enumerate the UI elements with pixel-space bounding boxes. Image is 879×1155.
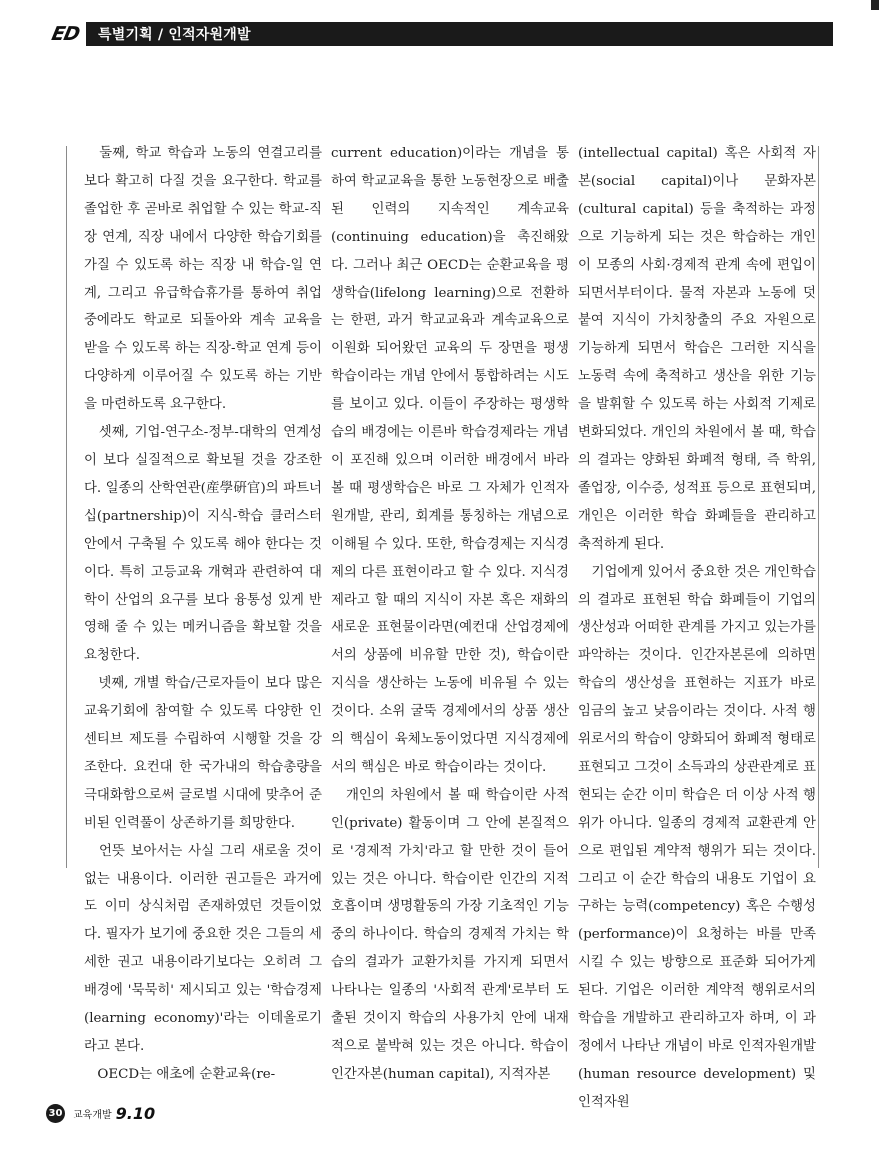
issue-number: 9.10 [115, 1104, 156, 1123]
logo-text: ED [49, 23, 81, 45]
paragraph: 넷째, 개별 학습/근로자들이 보다 많은 교육기회에 참여할 수 있도록 다양한 인센티브 제도를 수립하여 시행할 것을 강조한다. 요컨대 한 국가내의 학습총량을 극대화함으로써 글로벌 시대에 맞추어 준비된 인력풀이 상존하기를 희망한다. [84, 676, 322, 831]
magazine-name: 교육개발 [73, 1110, 112, 1121]
corner-mark [871, 0, 879, 10]
section-header [44, 22, 833, 46]
magazine-logo [44, 22, 86, 46]
text-column-3 [578, 140, 816, 1117]
paragraph: 기업에게 있어서 중요한 것은 개인학습의 결과로 표현된 학습 화폐들이 기업의 생산성과 어떠한 관계를 가지고 있는가를 파악하는 것이다. 인간자본론에 의하면 학습의 생산성을 표현하는 지표가 바로 임금의 높고 낮음이라는 것이다. 사적 행위로서의 학습이 양화되어 화폐적 형태로 표현되고 그것이 소득과의 상관관계로 표현되는 순간 이미 학습은 더 이상 사적 행위가 아니다. 일종의 경제적 교환관계 안으로 편입된 계약적 행위가 되는 것이다. 그리고 이 순간 학습의 내용도 기업이 요구하는 능력(competency) 혹은 수행성(performance)이 요청하는 바를 만족시킬 수 있는 방향으로 표준화 되어가게 된다. 기업은 이러한 계약적 행위로서의 학습을 개발하고 관리하고자 하며, 이 과정에서 나타난 개념이 바로 인적자원개발(human resource development) 및 인적자원 [578, 564, 816, 1110]
page-footer [46, 1104, 155, 1123]
right-margin-rule [818, 146, 819, 868]
paragraph: (intellectual capital) 혹은 사회적 자본(social capital)이나 문화자본(cultural capital) 등을 축적하는 과정으로 기능하게 되는 것은 학습하는 개인이 모종의 사회·경제적 관계 속에 편입이 되면서부터이다. 물적 자본과 노동에 덧붙여 지식이 가치창출의 주요 자원으로 기능하게 되면서 학습은 그러한 지식을 노동력 속에 축적하고 생산을 위한 기능을 발휘할 수 있도록 하는 사회적 기제로 변화되었다. 개인의 차원에서 볼 때, 학습의 결과는 양화된 화폐적 형태, 즉 학위, 졸업장, 이수증, 성적표 등으로 표현되며, 개인은 이러한 학습 화폐들을 관리하고 축적하게 된다. [578, 146, 816, 552]
text-column-2 [331, 140, 569, 1089]
paragraph: OECD는 애초에 순환교육(re- [84, 1066, 276, 1082]
paragraph: 둘째, 학교 학습과 노동의 연결고리를 보다 확고히 다질 것을 요구한다. 학교를 졸업한 후 곧바로 취업할 수 있는 학교-직장 연계, 직장 내에서 다양한 학습기회를 가질 수 있도록 하는 직장 내 학습-일 연계, 그리고 유급학습휴가를 통하여 취업 중에라도 학교로 되돌아와 계속 교육을 받을 수 있도록 하는 직장-학교 연계 등이 다양하게 이루어질 수 있도록 하는 기반을 마련하도록 요구한다. [84, 146, 322, 413]
text-column-1 [84, 140, 322, 1089]
paragraph: 언뜻 보아서는 사실 그리 새로울 것이 없는 내용이다. 이러한 권고들은 과거에도 이미 상식처럼 존재하였던 것들이었다. 필자가 보기에 중요한 것은 그들의 세세한 권고 내용이라기보다는 오히려 그 배경에 '묵묵히' 제시되고 있는 '학습경제(learning economy)'라는 이데올로기라고 본다. [84, 843, 322, 1054]
paragraph: current education)이라는 개념을 통하여 학교교육을 통한 노동현장으로 배출된 인력의 지속적인 계속교육(continuing education)을 촉진해왔다. 그러나 최근 OECD는 순환교육을 평생학습(lifelong learning)으로 전환하는 한편, 과거 학교교육과 계속교육으로 이원화 되어왔던 교육의 두 장면을 평생학습이라는 개념 안에서 통합하려는 시도를 보이고 있다. 이들이 주장하는 평생학습의 배경에는 이른바 학습경제라는 개념이 포진해 있으며 이러한 배경에서 바라볼 때 평생학습은 바로 그 자체가 인적자원개발, 관리, 회계를 통칭하는 개념으로 이해될 수 있다. 또한, 학습경제는 지식경제의 다른 표현이라고 할 수 있다. 지식경제라고 할 때의 지식이 자본 혹은 재화의 새로운 표현물이라면(예컨대 산업경제에서의 상품에 비유할 만한 것), 학습이란 지식을 생산하는 노동에 비유될 수 있는 것이다. 소위 굴뚝 경제에서의 상품 생산의 핵심이 육체노동이었다면 지식경제에서의 핵심은 바로 학습이라는 것이다. [331, 146, 569, 775]
left-margin-rule [66, 146, 67, 868]
paragraph: 개인의 차원에서 볼 때 학습이란 사적인(private) 활동이며 그 안에 본질적으로 '경제적 가치'라고 할 만한 것이 들어 있는 것은 아니다. 학습이란 인간의 지적 호흡이며 생명활동의 가장 기초적인 기능 중의 하나이다. 학습의 경제적 가치는 학습의 결과가 교환가치를 가지게 되면서 나타나는 일종의 '사회적 관계'로부터 도출된 것이지 학습의 사용가치 안에 내재적으로 붙박혀 있는 것은 아니다. 학습이 인간자본(human capital), 지적자본 [331, 787, 569, 1082]
paragraph: 셋째, 기업-연구소-정부-대학의 연계성이 보다 실질적으로 확보될 것을 강조한다. 일종의 산학연관(産學硏官)의 파트너십(partnership)이 지식-학습 클러스터 안에서 구축될 수 있도록 해야 한다는 것이다. 특히 고등교육 개혁과 관련하여 대학이 산업의 요구를 보다 융통성 있게 반영해 줄 수 있는 메커니즘을 확보할 것을 요청한다. [84, 425, 322, 664]
page-number: 30 [46, 1104, 65, 1123]
section-title: 특별기획 / 인적자원개발 [98, 27, 251, 43]
